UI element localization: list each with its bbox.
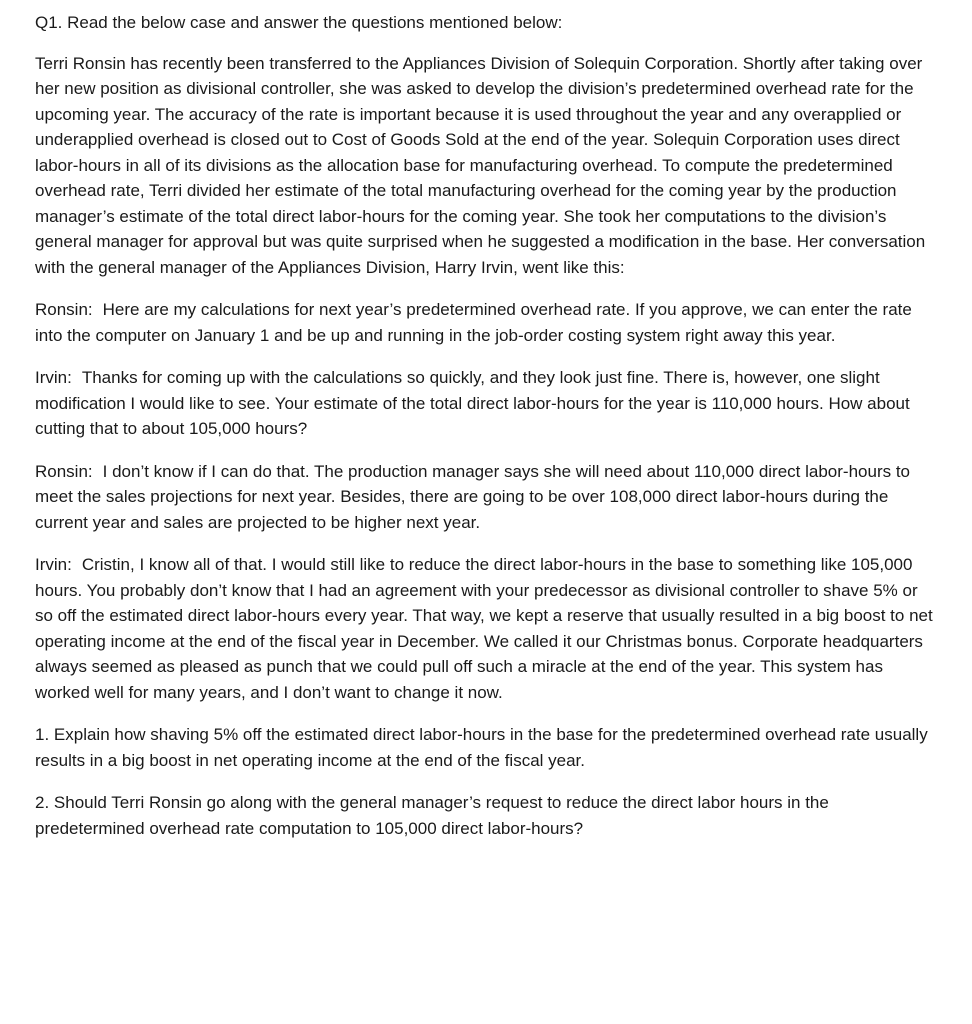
case-intro-paragraph: Terri Ronsin has recently been transferred to the Appliances Division of Solequin Corporation. Shortly after taking over her new position as divisional controller, she was asked to develop the division’s predetermined overhead rate for the upcoming year. The accuracy of the rate is important because it is used throughout the year and any overapplied or underapplied overhead is closed out to Cost of Goods Sold at the end of the year. Solequin Corporation uses direct labor-hours in all of its divisions as the allocation base for manufacturing overhead. To compute the predetermined overhead rate, Terri divided her estimate of the total manufacturing overhead for the coming year by the production manager’s estimate of the total direct labor-hours for the coming year. She took her computations to the division’s general manager for approval but was quite surprised when he suggested a modification in the base. Her conversation with the general manager of the Appliances Division, Harry Irvin, went like this: [35, 53, 926, 277]
speaker-label: Ronsin: [35, 461, 93, 481]
dialogue-text: Cristin, I know all of that. I would still like to reduce the direct labor-hours in the base to something like 105,000 hours. You probably don’t know that I had an agreement with your predecessor as divisional controller to shave 5% or so off the estimated direct labor-hours every year. That way, we kept a reserve that usually resulted in a big boost to net operating income at the end of the fiscal year in December. We called it our Christmas bonus. Corporate headquarters always seemed as pleased as punch that we could pull off such a miracle at the end of the year. This system has worked well for many years, and I don’t want to change it now. [35, 555, 933, 702]
question-1: 1. Explain how shaving 5% off the estimated direct labor-hours in the base for the predetermined overhead rate usually results in a big boost in net operating income at the end of the fiscal year. [35, 725, 928, 770]
dialogue-text: Thanks for coming up with the calculations so quickly, and they look just fine. There is, however, one slight modification I would like to see. Your estimate of the total direct labor-hours for the year is 110,000 hours. How about cutting that to about 105,000 hours? [35, 368, 910, 438]
speaker-label: Irvin: [35, 555, 72, 574]
question-heading: Q1. Read the below case and answer the questions mentioned below: [35, 13, 563, 32]
speaker-label: Irvin: [35, 368, 72, 387]
dialogue-ronsin-1 [35, 297, 935, 348]
dialogue-irvin-1 [35, 365, 935, 442]
question-2: 2. Should Terri Ronsin go along with the general manager’s request to reduce the direct labor hours in the predetermined overhead rate computation to 105,000 direct labor-hours? [35, 793, 829, 838]
dialogue-text: I don’t know if I can do that. The production manager says she will need about 110,000 direct labor-hours to meet the sales projections for next year. Besides, there are going to be over 108,000 direct labor-hours during the current year and sales are projected to be higher next year. [35, 461, 910, 532]
speaker-label: Ronsin: [35, 300, 93, 319]
dialogue-ronsin-2 [35, 459, 935, 536]
document-body [35, 10, 935, 858]
dialogue-text: Here are my calculations for next year’s predetermined overhead rate. If you approve, we can enter the rate into the computer on January 1 and be up and running in the job-order costing system right away this year. [35, 300, 912, 345]
dialogue-irvin-2 [35, 552, 935, 705]
